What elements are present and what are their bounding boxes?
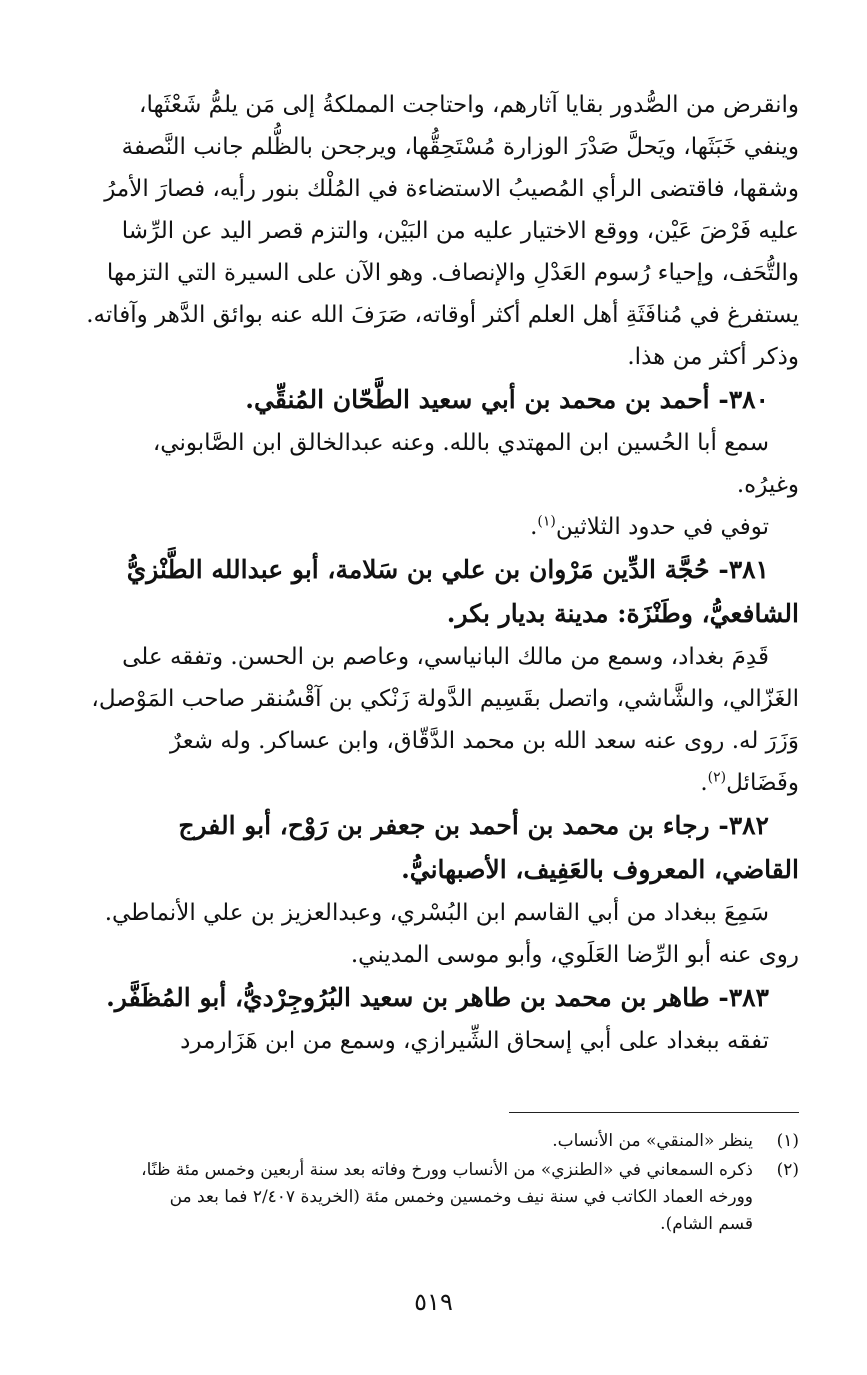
text-line: عليه فَرْضَ عَيْن، ووقع الاختيار عليه من البَيْن، والتزم قصر اليد عن الرِّشا bbox=[121, 218, 799, 244]
text-line: وفَضَائل$^{(٢)}$. bbox=[700, 769, 799, 796]
heading-line: القاضي، المعروف بالعَفِيف، الأصبهانيُّ. bbox=[401, 855, 799, 884]
text-line: وَزَرَ له. روى عنه سعد الله بن محمد الدَّقّاق، وابن عساكر. وله شعرٌ bbox=[170, 728, 799, 754]
text-line: سَمِعَ ببغداد من أبي القاسم ابن البُسْري، وعبدالعزيز بن علي الأنماطي. bbox=[104, 900, 769, 926]
footnote-ref: (٢) bbox=[707, 769, 727, 786]
footnote-line: وورخه العماد الكاتب في سنة نيف وخمسين وخمس مئة (الخريدة ٢/٤٠٧ فما بعد من bbox=[169, 1187, 753, 1207]
page-number: ٥١٩ bbox=[414, 1288, 453, 1316]
heading-line: الشافعيُّ، وطَنْزَة: مدينة بديار بكر. bbox=[446, 599, 799, 628]
footnote-line: ذكره السمعاني في «الطنزي» من الأنساب وورخ وفاته بعد سنة أربعين وخمس مئة ظنًا، bbox=[141, 1160, 753, 1180]
entry-380-body bbox=[104, 422, 799, 548]
text-line: وغيرُه. bbox=[736, 472, 799, 498]
text-line: والتُّحَف، وإحياء رُسوم العَدْلِ والإنصاف. وهو الآن على السيرة التي التزمها bbox=[106, 260, 799, 286]
text-line: روى عنه أبو الرِّضا العَلَوي، وأبو موسى المديني. bbox=[350, 942, 799, 968]
footnote-ref: (١) bbox=[537, 513, 556, 530]
entry-383-body bbox=[104, 1020, 799, 1062]
intro-paragraph bbox=[86, 84, 799, 378]
text-line: يستفرغ في مُنافَثَةِ أهل العلم أكثر أوقاته، صَرَفَ الله عنه بوائق الدَّهر وآفاته. bbox=[86, 302, 799, 328]
entry-383-heading bbox=[104, 976, 799, 1020]
footnote-text bbox=[552, 1128, 753, 1155]
footnote-line: قسم الشام). bbox=[660, 1214, 753, 1234]
death-line: توفي في حدود الثلاثين$^{(١)}$. bbox=[530, 513, 769, 540]
heading-line: ٣٨١- حُجَّة الدِّين مَرْوان بن علي بن سَلامة، أبو عبدالله الطَّنْزيُّ bbox=[126, 555, 769, 584]
text-line: وينفي خَبَثَها، ويَحلَّ صَدْرَ الوزارة مُسْتَحِقُّها، ويرجحن بالظُّلم جانب النَّصفة bbox=[121, 134, 799, 160]
footnotes bbox=[100, 1128, 799, 1240]
text-line: قَدِمَ بغداد، وسمع من مالك البانياسي، وعاصم بن الحسن. وتفقه على bbox=[122, 644, 769, 670]
text-fragment: وفَضَائل bbox=[726, 770, 799, 796]
text-line: وشقها، فاقتضى الرأي المُصيبُ الاستضاءة في المُلْك بنور رأيه، فصارَ الأمرُ bbox=[104, 176, 799, 202]
heading-line: ٣٨٢- رجاء بن محمد بن أحمد بن جعفر بن رَوْح، أبو الفرج bbox=[178, 811, 769, 840]
footnote-divider bbox=[509, 1112, 799, 1113]
heading-line: ٣٨٣- طاهر بن محمد بن طاهر بن سعيد البُرُوجِرْديُّ، أبو المُظَفَّر. bbox=[106, 983, 769, 1012]
text-line: الغَزّالي، والشَّاشي، واتصل بقَسِيم الدَّولة زَنْكي بن آقْسُنقر صاحب المَوْصل، bbox=[91, 686, 799, 712]
footnote-number: (١) bbox=[776, 1131, 799, 1151]
text-line: وذكر أكثر من هذا. bbox=[627, 344, 799, 370]
footnote-line: ينظر «المنقي» من الأنساب. bbox=[552, 1131, 753, 1151]
entry-381-heading bbox=[104, 548, 799, 636]
text-line: تفقه ببغداد على أبي إسحاق الشِّيرازي، وسمع من ابن هَزَارمرد bbox=[180, 1028, 769, 1054]
footnote-1 bbox=[100, 1128, 799, 1155]
footnote-2 bbox=[100, 1157, 799, 1238]
entry-380-heading bbox=[104, 378, 799, 422]
text-line: سمع أبا الحُسين ابن المهتدي بالله. وعنه عبدالخالق ابن الصَّابوني، bbox=[152, 430, 769, 456]
death-text: توفي في حدود الثلاثين bbox=[555, 514, 769, 540]
entry-381-body bbox=[91, 636, 799, 804]
text-line: وانقرض من الصُّدور بقايا آثارهم، واحتاجت المملكةُ إلى مَن يلمُّ شَعْثَها، bbox=[139, 92, 799, 118]
heading-line: ٣٨٠- أحمد بن محمد بن أبي سعيد الطَّحّان المُنقِّي. bbox=[245, 385, 769, 414]
entry-382-heading bbox=[104, 804, 799, 892]
footnote-text bbox=[141, 1157, 753, 1238]
footnote-number: (٢) bbox=[776, 1160, 799, 1180]
entry-382-body bbox=[104, 892, 799, 976]
